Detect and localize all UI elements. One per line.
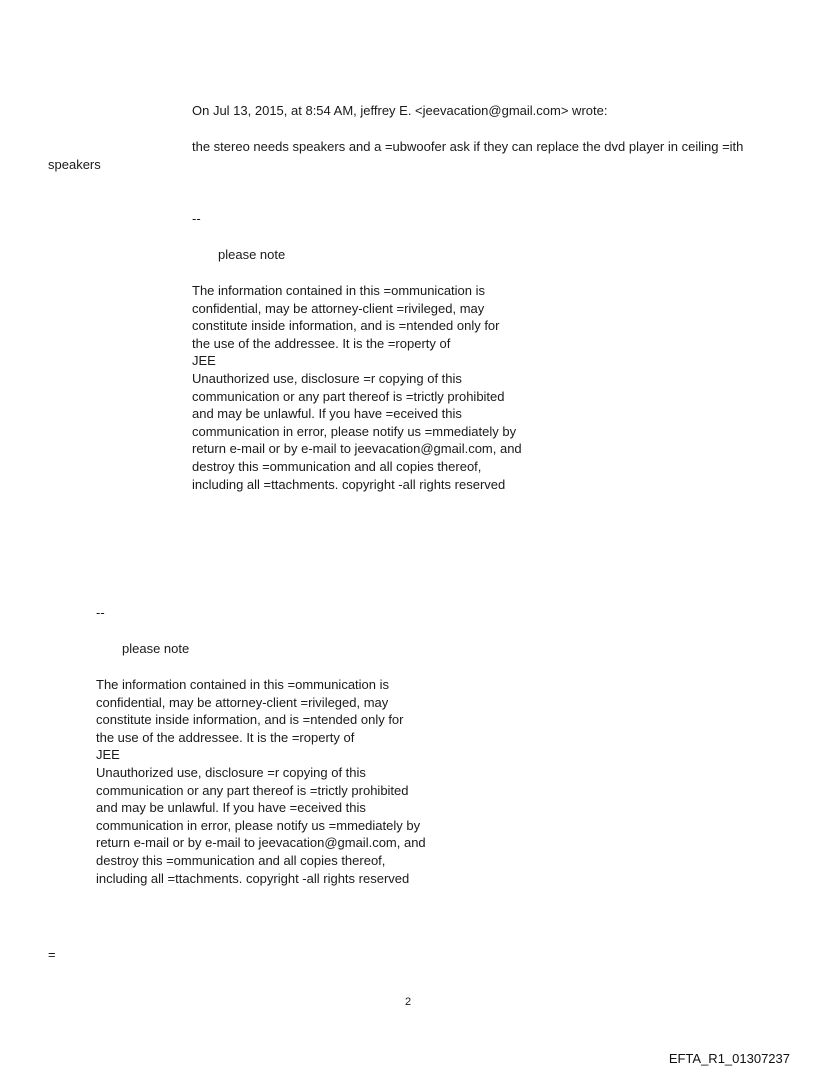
quoted-signature-separator: -- xyxy=(192,211,201,226)
email-header-line: On Jul 13, 2015, at 8:54 AM, jeffrey E. <jeevacation@gmail.com> wrote: xyxy=(192,103,608,118)
email-body-line: the stereo needs speakers and a =ubwoofer ask if they can replace the dvd player in ceiling =ith xyxy=(192,139,744,154)
bates-number: EFTA_R1_01307237 xyxy=(668,1051,790,1066)
quoted-disclaimer: The information contained in this =ommunication is confidential, may be attorney-client =rivileged, may constitute inside information, and is =ntended only for the use of the addressee. It is the =roperty of JEE Unauthorized use, disclosure =r copying of this communication or any part thereof is =trictly prohibited and may be unlawful. If you have =eceived this communication in error, please notify us =mmediately by return e-mail or by e-mail to jeevacation@gmail.com, and destroy this =ommunication and all copies thereof, including all =ttachments. copyright -all rights reserved xyxy=(192,283,522,492)
email-body-line-wrap: speakers xyxy=(48,157,101,172)
trailing-equals: = xyxy=(48,947,56,962)
page-number: 2 xyxy=(404,996,412,1008)
outer-disclaimer: The information contained in this =ommunication is confidential, may be attorney-client =rivileged, may constitute inside information, and is =ntended only for the use of the addressee. It is the =roperty of JEE Unauthorized use, disclosure =r copying of this communication or any part thereof is =trictly prohibited and may be unlawful. If you have =eceived this communication in error, please notify us =mmediately by return e-mail or by e-mail to jeevacation@gmail.com, and destroy this =ommunication and all copies thereof, including all =ttachments. copyright -all rights reserved xyxy=(96,677,426,886)
outer-please-note: please note xyxy=(122,641,190,656)
quoted-please-note: please note xyxy=(218,247,286,262)
outer-signature-separator: -- xyxy=(96,605,105,620)
